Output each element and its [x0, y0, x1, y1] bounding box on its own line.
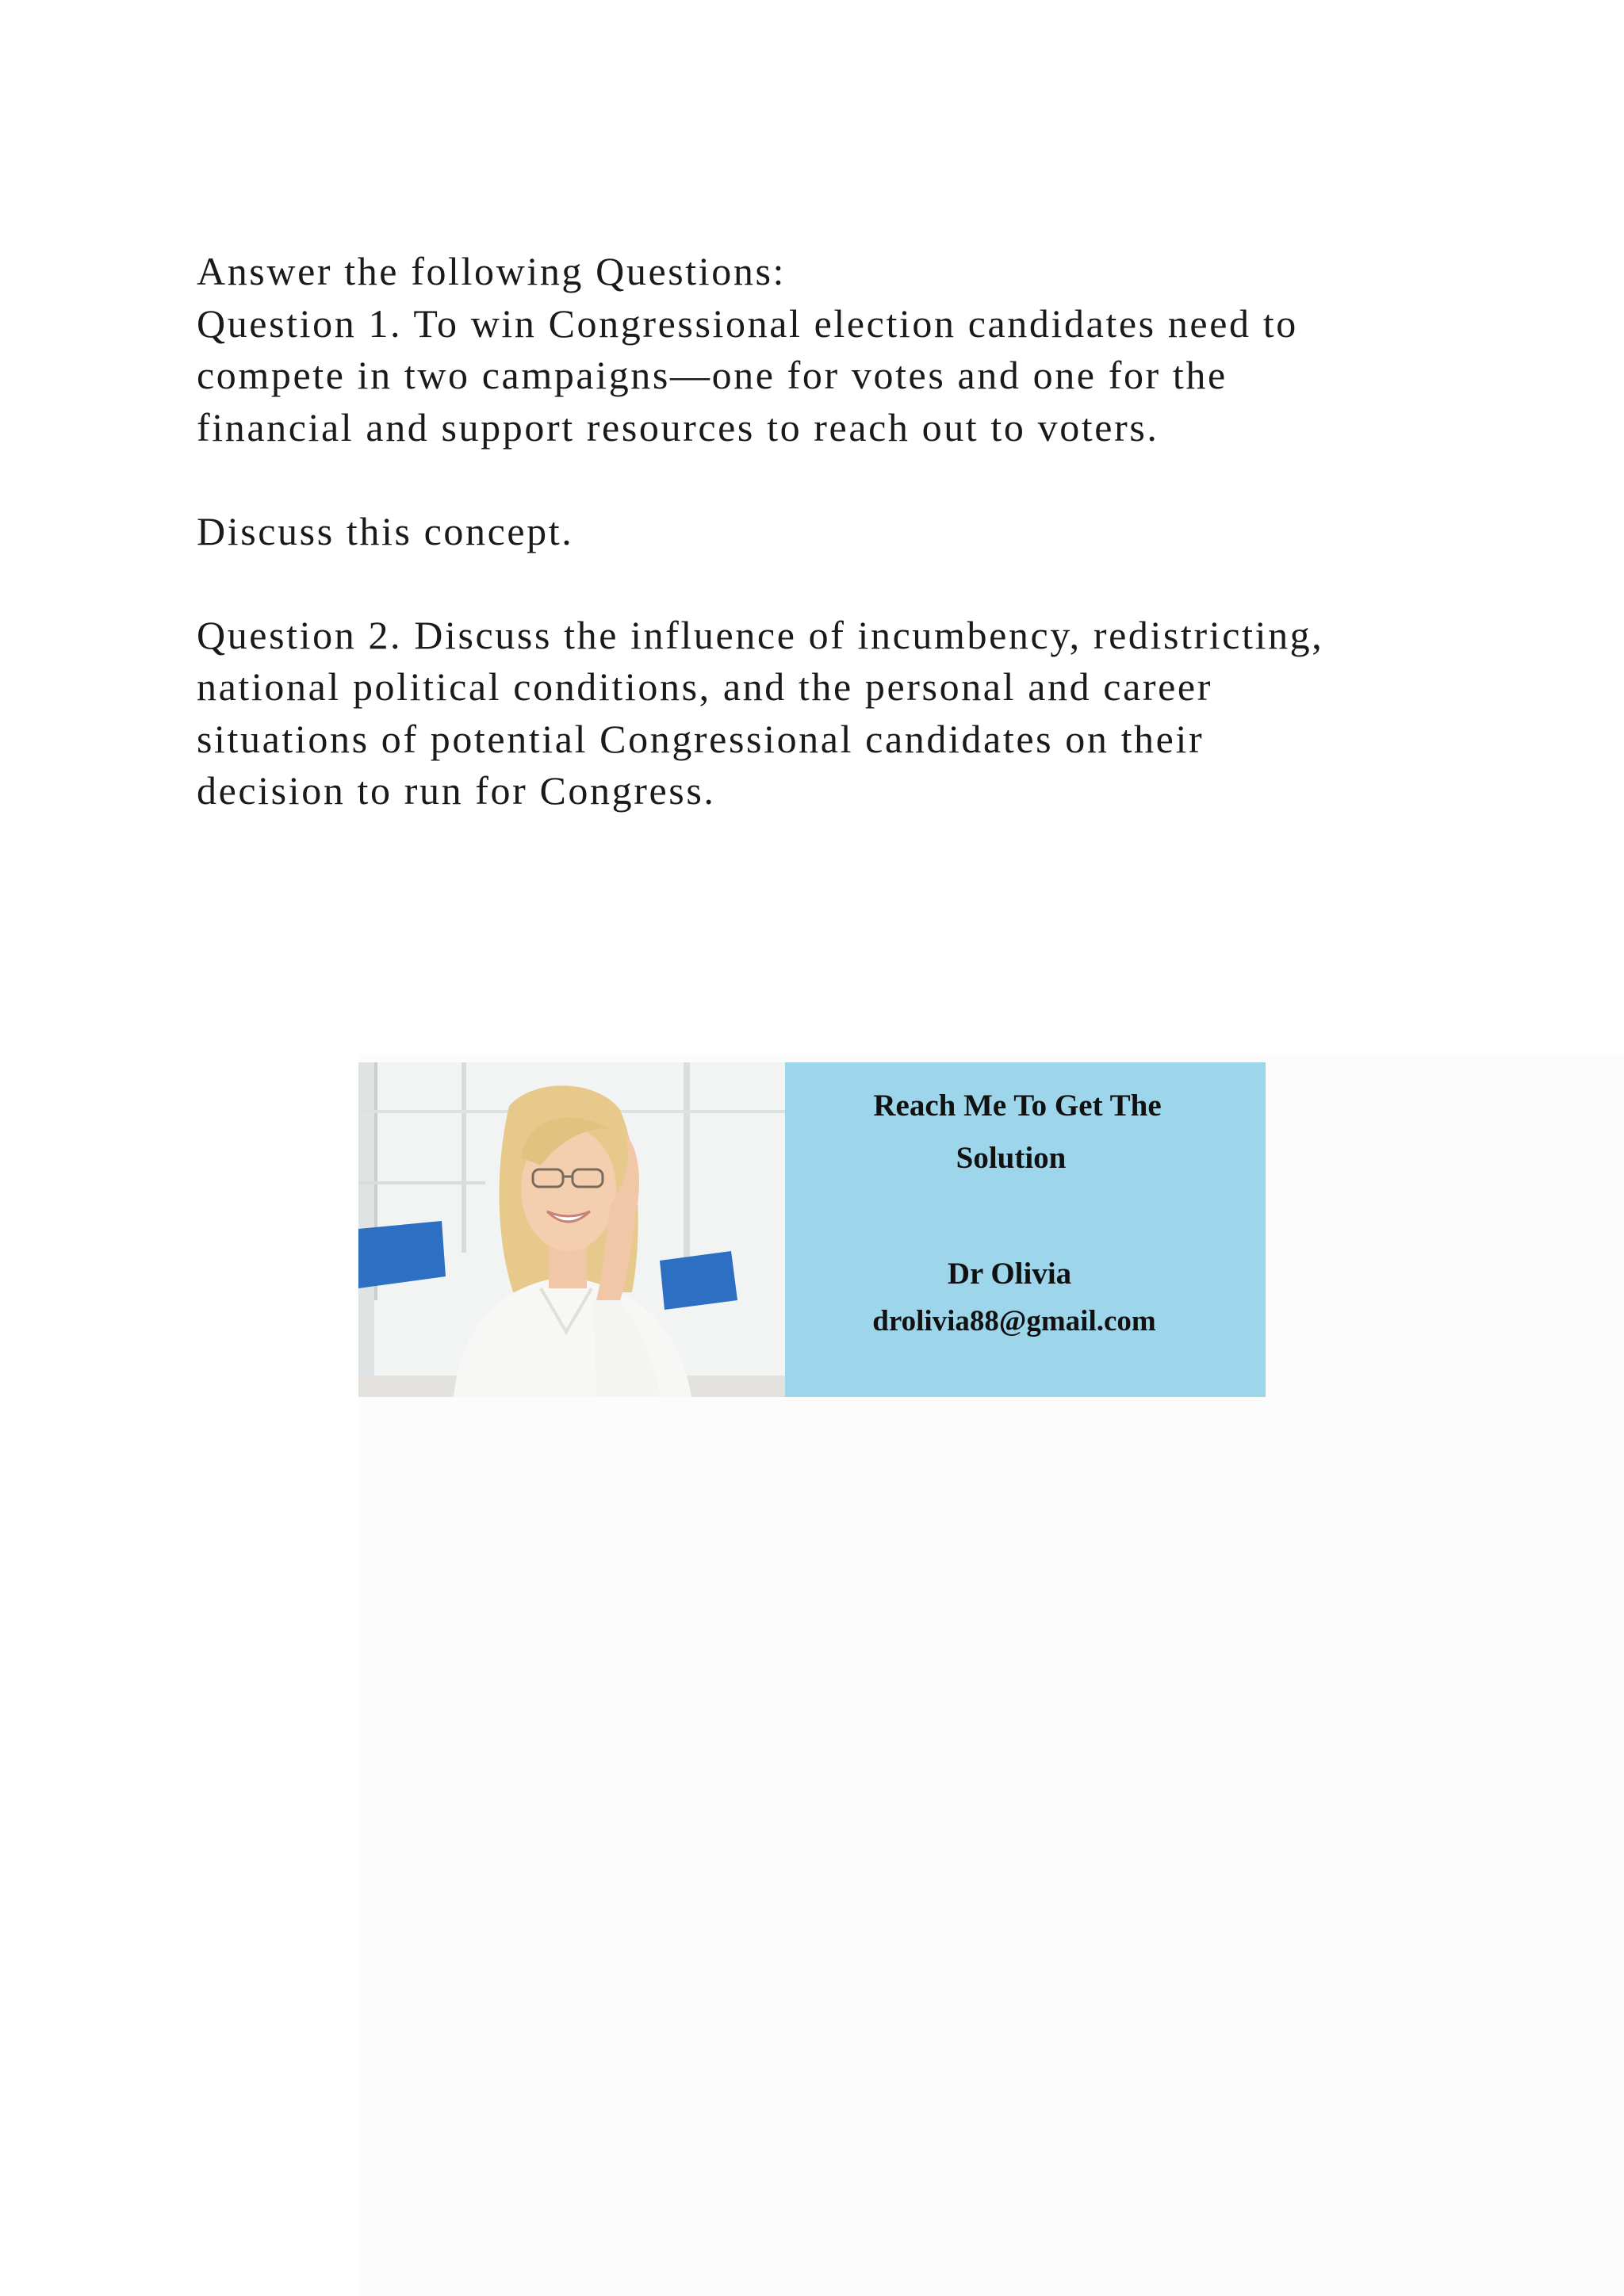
woman-portrait-photo [358, 1062, 785, 1397]
paragraph-gap [197, 453, 1434, 506]
question-1-line-3: financial and support resources to reach out to voters. [197, 404, 1159, 450]
question-2-line-3: situations of potential Congressional candidates on their [197, 716, 1205, 761]
banner-headline-continued: Solution [956, 1141, 1067, 1175]
portrait-illustration [358, 1062, 785, 1397]
banner-headline: Reach Me To Get The [873, 1089, 1162, 1123]
paragraph-gap [197, 557, 1434, 610]
question-1-line-2: compete in two campaigns—one for votes and one for the [197, 353, 1228, 397]
question-2-line-4: decision to run for Congress. [197, 768, 716, 813]
instructions-heading: Answer the following Questions: [197, 249, 787, 293]
question-2-line-2: national political conditions, and the personal and career [197, 664, 1212, 709]
question-2-line-1: Question 2. Discuss the influence of incumbency, redistricting, [197, 612, 1324, 657]
contact-banner [358, 1062, 1266, 1397]
contact-card [785, 1062, 1266, 1397]
question-1-prompt: Discuss this concept. [197, 508, 574, 553]
contact-email: drolivia88@gmail.com [872, 1305, 1156, 1337]
question-1-line-1: Question 1. To win Congressional election candidates need to [197, 300, 1298, 346]
contact-name: Dr Olivia [947, 1257, 1072, 1291]
question-text-block [197, 246, 1434, 817]
